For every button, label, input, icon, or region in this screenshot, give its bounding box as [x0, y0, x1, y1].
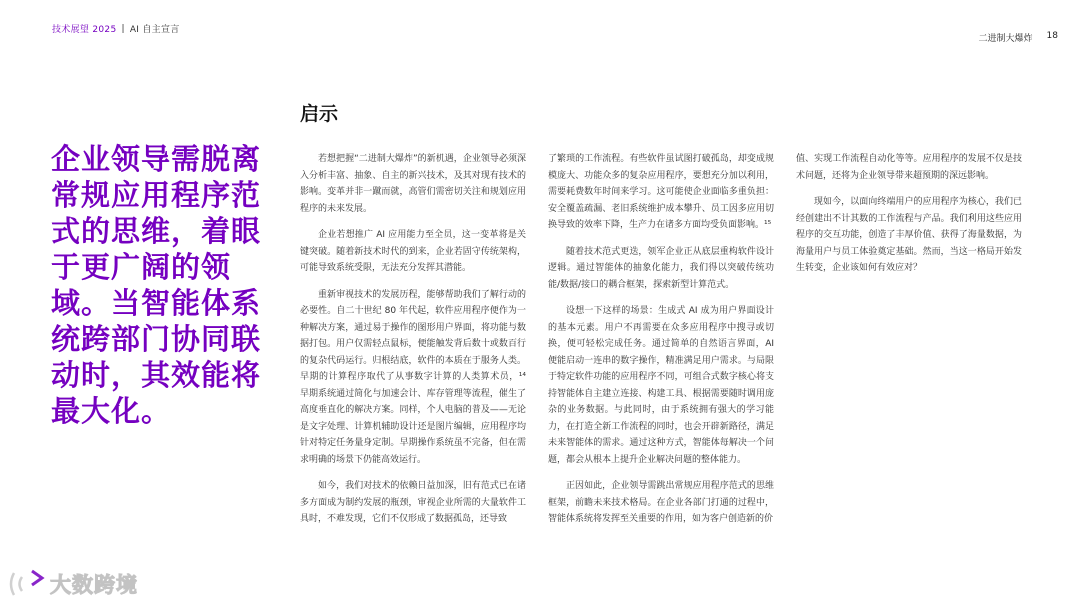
chapter-title: 二进制大爆炸 [978, 34, 1033, 44]
paragraph: 值、实现工作流程自动化等等。应用程序的发展不仅是技术问题，还将为企业领导带来超预期的深远影响。 [796, 154, 1022, 181]
paragraph: 设想一下这样的场景：生成式 AI 成为用户界面设计的基本元素。用户不再需要在众多应用程序中搜寻或切换，便可轻松完成任务。通过简单的自然语言界面，AI 便能启动一连串的数字操作，精准满足用户需求。与局限于特定软件功能的应用程序不同，可组合式数字核心将支持智能体自主建立连接、构建工具、根据需要随时调用庞杂的业务数据。与此同时，由于系统拥有强大的学习能力，在打造全新工作流程的同时，也会开辟新路径，满足未来智能体的需求。通过这种方式，智能体每解决一个问题，都会从根本上提升企业解决问题的整体能力。 [548, 306, 774, 465]
text-column-3 [796, 151, 1022, 287]
watermark-logo [6, 567, 138, 601]
paragraph: 现如今，以面向终端用户的应用程序为核心，我们已经创建出不计其数的工作流程与产品。我们利用这些应用程序的交互功能，创造了丰厚价值、获得了海量数据，为海量用户与员工体验奠定基础。然而，当这一格局开始发生转变，企业该如何有效应对？ [796, 197, 1022, 273]
paragraph: 随着技术范式更迭，领军企业正从底层重构软件设计逻辑。通过智能体的抽象化能力，我们得以突破传统功能/数据/接口的耦合框架，探索新型计算范式。 [548, 246, 774, 290]
running-header [52, 22, 180, 35]
paragraph: 正因如此，企业领导需跳出常规应用程序范式的思维框架，前瞻未来技术格局。在企业各部门打通的过程中，智能体系统将发挥至关重要的作用，如为客户创造新的价 [548, 481, 774, 524]
header-separator: | [121, 23, 125, 34]
paragraph: 企业若想推广 AI 应用能力至全员，这一变革将是关键突破。随着新技术时代的到来，企业若固守传统架构，可能导致系统受限，无法充分发挥其潜能。 [300, 230, 526, 273]
paragraph: 若想把握“二进制大爆炸”的新机遇，企业领导必须深入分析丰富、抽象、自主的新兴技术，及其对现有技术的影响。变革并非一蹴而就，高管们需密切关注和规划应用程序的未来发展。 [300, 154, 526, 214]
chapter-header [979, 31, 1058, 44]
page-number: 18 [1046, 31, 1058, 41]
paragraph: 如今，我们对技术的依赖日益加深，旧有范式已在诸多方面成为制约发展的瓶颈，审视企业所需的大量软件工具时，不难发现，它们不仅形成了数据孤岛，还导致 [300, 481, 526, 524]
watermark-text: 大数跨境 [50, 573, 138, 597]
report-subtitle: AI 自主宣言 [129, 25, 180, 35]
paragraph: 重新审视技术的发展历程，能够帮助我们了解行动的必要性。自二十世纪 80 年代起，软件应用程序便作为一种解决方案，通过易于操作的图形用户界面，将功能与数据打包。用户仅需轻点鼠标，便能触发背后数十或数百行的复杂代码运行。归根结底，软件的本质在于服务人类。早期的计算程序取代了从事数字计算的人类算术员，¹⁴ 早期系统通过简化与加速会计、库存管理等流程，催生了高度垂直化的解决方案。同样，个人电脑的普及——无论是文字处理、计算机辅助设计还是图片编辑，应用程序均针对特定任务量身定制。早期操作系统虽不完备，但在需求明确的场景下仍能高效运行。 [300, 289, 526, 465]
report-title: 技术展望 2025 [52, 25, 117, 35]
paragraph: 了繁琐的工作流程。有些软件虽试图打破孤岛，却变成规模庞大、功能众多的复杂应用程序，要想充分加以利用，需要耗费数年时间来学习。这可能使企业面临多重负担：安全覆盖疏漏、老旧系统维护成本攀升、员工因多应用切换导致的效率下降，生产力在诸多方面均受负面影响。¹⁵ [548, 154, 774, 230]
text-column-2 [548, 151, 774, 538]
text-column-1 [300, 151, 526, 538]
brand-mark-icon [6, 567, 46, 601]
section-title: 启示 [300, 103, 339, 125]
pull-quote: 企业领导需脱离常规应用程序范式的思维，着眼于更广阔的领域。当智能体系统跨部门协同联动时，其效能将最大化。 [51, 142, 262, 428]
